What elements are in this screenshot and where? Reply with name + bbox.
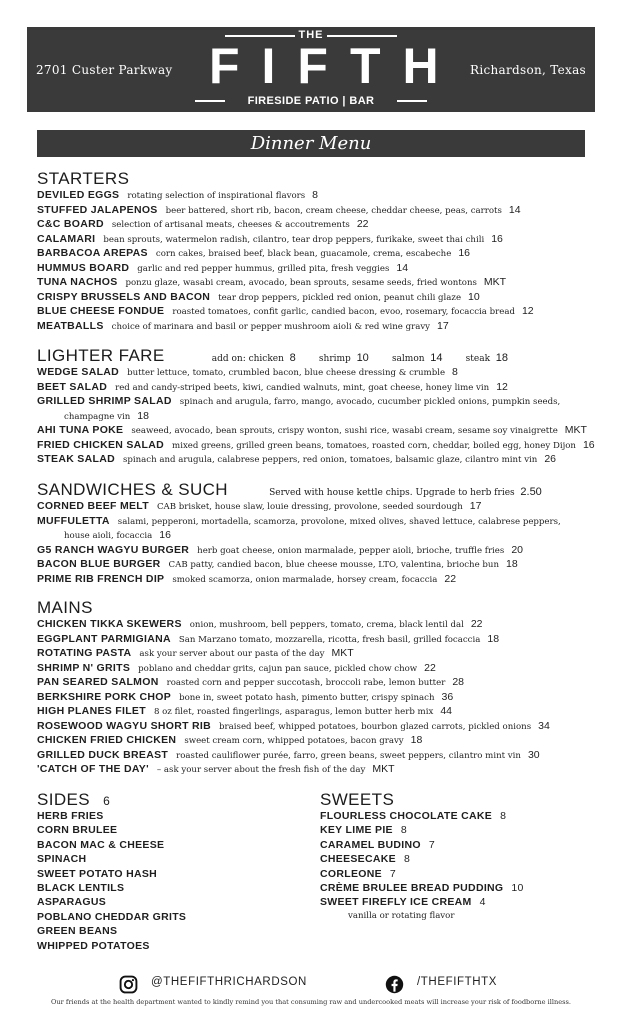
sweet-item: [320, 838, 524, 852]
item-description: poblano and cheddar grits, cajun pan sauce, pickled chow chow: [138, 663, 418, 674]
side-item: HERB FRIES: [37, 810, 104, 822]
item-name: HIGH PLANES FILET: [37, 705, 146, 717]
dinner-menu-banner: Dinner Menu: [37, 130, 585, 157]
starters-heading: STARTERS: [37, 169, 130, 188]
menu-item: [37, 573, 612, 587]
item-name: GRILLED DUCK BREAST: [37, 748, 169, 761]
side-item: SWEET POTATO HASH: [37, 867, 158, 880]
side-item: CORN BRULEE: [37, 824, 118, 837]
item-name: PAN SEARED SALMON: [37, 676, 159, 688]
item-price: MKT: [331, 647, 354, 659]
item-name: CHICKEN FRIED CHICKEN: [37, 734, 177, 746]
menu-item: [37, 453, 612, 467]
item-price: 16: [582, 438, 595, 451]
menu-item: [37, 189, 612, 203]
sweet-name: SWEET FIREFLY ICE CREAM: [320, 896, 472, 909]
item-description: spinach and arugula, farro, mango, avocado, cucumber pickled onions, pumpkin seeds,: [179, 397, 561, 407]
item-name: SHRIMP N' GRITS: [37, 661, 131, 674]
item-name: MUFFULETTA: [37, 514, 110, 527]
item-description: smoked scamorza, onion marmalade, horsey cream, focaccia: [172, 574, 438, 585]
item-name: TUNA NACHOS: [37, 276, 118, 288]
lighter-title: LIGHTER FARE: [37, 346, 165, 365]
item-price: 36: [441, 690, 454, 703]
menu-item: [37, 424, 612, 438]
item-description: rotating selection of inspirational flavors: [127, 191, 306, 201]
item-description: spinach and arugula, calabrese peppers, red onion, tomatoes, balsamic glaze, cilantro mint vin: [122, 455, 538, 465]
item-price: 14: [508, 203, 521, 216]
menu-item: [37, 395, 612, 409]
item-price: 16: [491, 232, 503, 245]
sides-price: 6: [103, 794, 110, 808]
side-item: POBLANO CHEDDAR GRITS: [37, 910, 187, 923]
sweet-price: 7: [389, 867, 397, 880]
menu-item: [37, 720, 612, 734]
sweet-name: CHEESECAKE: [320, 853, 396, 866]
item-price: 20: [511, 543, 523, 556]
item-description-continued: [64, 529, 171, 543]
item-description: – ask your server about the fresh fish of the day: [156, 765, 366, 775]
item-price: 10: [468, 290, 480, 303]
sweets-note: vanilla or rotating flavor: [348, 911, 455, 921]
item-description: garlic and red pepper hummus, grilled pita, fresh veggies: [137, 263, 390, 274]
city: Richardson, Texas: [470, 63, 586, 77]
item-name: BACON BLUE BURGER: [37, 558, 161, 570]
item-price: 8: [312, 189, 319, 201]
item-description: tear drop peppers, pickled red onion, peanut chili glaze: [218, 292, 462, 303]
menu-item: [37, 515, 612, 529]
item-price: 8: [452, 366, 458, 378]
item-name: AHI TUNA POKE: [37, 424, 124, 436]
sweet-item: [320, 881, 524, 895]
item-price: 18: [137, 409, 149, 422]
instagram-handle[interactable]: @THEFIFTHRICHARDSON: [151, 976, 307, 988]
logo-the: THE: [298, 29, 324, 41]
item-description: mixed greens, grilled green beans, tomatoes, roasted corn, cheddar, boiled egg, honey Dijon: [172, 440, 576, 451]
side-item: WHIPPED POTATOES: [37, 939, 150, 952]
item-name: CRISPY BRUSSELS AND BACON: [37, 290, 211, 303]
menu-item: [37, 749, 612, 763]
addon-steak: steak 18: [465, 352, 509, 364]
menu-item: [37, 558, 612, 572]
sides-title: SIDES: [37, 790, 91, 809]
item-description: ask your server about our pasta of the day: [139, 649, 325, 659]
item-description: San Marzano tomato, mozzarella, ricotta, fresh basil, grilled focaccia: [178, 634, 481, 645]
addon-salmon: salmon 14: [391, 352, 443, 364]
menu-item: [37, 262, 612, 276]
instagram-icon[interactable]: [119, 975, 138, 994]
sweet-price: 8: [400, 824, 407, 837]
menu-item: [37, 544, 612, 558]
item-description: beer battered, short rib, bacon, cream cheese, cheddar cheese, peas, carrots: [165, 205, 502, 216]
item-description: roasted tomatoes, confit garlic, candied bacon, evoo, rosemary, focaccia bread: [172, 307, 515, 317]
menu-item: [37, 647, 612, 661]
item-price: MKT: [564, 424, 587, 436]
item-price: 28: [452, 676, 465, 688]
item-name: EGGPLANT PARMIGIANA: [37, 632, 171, 645]
menu-item: [37, 247, 612, 261]
item-price: 18: [410, 734, 423, 746]
sweet-price: 10: [511, 882, 524, 895]
item-name: HUMMUS BOARD: [37, 261, 130, 274]
sandwiches-heading: [37, 480, 542, 500]
sandwiches-note: Served with house kettle chips. Upgrade to herb fries 2.50: [269, 486, 542, 498]
item-description-cont: champagne vin: [64, 411, 131, 422]
item-price: 22: [444, 572, 457, 585]
address: 2701 Custer Parkway: [36, 63, 173, 77]
item-description: selection of artisanal meats, cheeses & accoutrements: [111, 220, 350, 230]
item-name: DEVILED EGGS: [37, 189, 120, 201]
menu-item: [37, 366, 612, 380]
item-name: 'CATCH OF THE DAY': [37, 763, 149, 775]
menu-item: [37, 305, 612, 319]
facebook-icon[interactable]: [385, 975, 404, 994]
logo-subtitle: FIRESIDE PATIO | BAR: [247, 95, 375, 107]
logo-fifth: FIFTH: [209, 38, 461, 94]
item-price: 16: [458, 247, 470, 259]
mains-heading: MAINS: [37, 598, 93, 617]
item-description: CAB patty, candied bacon, blue cheese mousse, LTO, valentina, brioche bun: [168, 560, 499, 570]
sweet-item: [320, 809, 524, 823]
item-description: 8 oz filet, roasted fingerlings, asparagus, lemon butter herb mix: [153, 707, 434, 717]
item-description: ponzu glaze, wasabi cream, avocado, bean sprouts, sesame seeds, fried wontons: [125, 278, 477, 288]
item-name: WEDGE SALAD: [37, 366, 120, 378]
item-description: roasted corn and pepper succotash, broccoli rabe, lemon butter: [166, 678, 446, 688]
item-description: seaweed, avocado, bean sprouts, crispy wonton, sushi rice, wasabi cream, sesame soy vinaigrette: [131, 426, 558, 436]
sweet-name: CARAMEL BUDINO: [320, 838, 421, 851]
item-name: BARBACOA AREPAS: [37, 247, 148, 259]
item-price: 30: [527, 748, 540, 761]
item-price: 22: [470, 618, 483, 630]
item-name: CORNED BEEF MELT: [37, 500, 149, 512]
item-name: STUFFED JALAPENOS: [37, 203, 158, 216]
side-item: BLACK LENTILS: [37, 882, 125, 895]
item-name: STEAK SALAD: [37, 453, 115, 465]
addon-shrimp: shrimp 10: [318, 352, 369, 364]
sweets-list: [320, 809, 524, 910]
item-price: 18: [505, 558, 518, 570]
item-description-continued: [64, 410, 149, 424]
facebook-handle[interactable]: /THEFIFTHTX: [417, 976, 498, 988]
sweet-price: 8: [403, 853, 411, 866]
sweet-item: [320, 823, 524, 837]
menu-item: [37, 439, 612, 453]
menu-item: [37, 676, 612, 690]
item-description: salami, pepperoni, mortadella, scamorza, provolone, mixed olives, shaved lettuce, calabrese peppers,: [117, 516, 561, 527]
sides-heading: [37, 790, 110, 810]
menu-item: [37, 763, 612, 777]
item-price: MKT: [372, 763, 395, 775]
item-name: BERKSHIRE PORK CHOP: [37, 690, 172, 703]
sweet-item: [320, 895, 524, 909]
item-name: ROSEWOOD WAGYU SHORT RIB: [37, 719, 212, 732]
item-description: onion, mushroom, bell peppers, tomato, crema, black lentil dal: [189, 620, 464, 630]
side-item: SPINACH: [37, 853, 87, 866]
lighter-heading: [37, 346, 508, 366]
item-name: GRILLED SHRIMP SALAD: [37, 395, 172, 407]
menu-item: [37, 276, 612, 290]
menu-item: [37, 218, 612, 232]
item-price: MKT: [483, 276, 507, 288]
item-price: 17: [437, 319, 449, 332]
item-name: C&C BOARD: [37, 218, 104, 230]
item-description: CAB brisket, house slaw, louie dressing, provolone, seeded sourdough: [156, 502, 463, 512]
item-price: 34: [538, 719, 550, 732]
item-description: choice of marinara and basil or pepper mushroom aioli & red wine gravy: [111, 321, 431, 332]
item-name: ROTATING PASTA: [37, 647, 132, 659]
item-name: PRIME RIB FRENCH DIP: [37, 572, 165, 585]
menu-item: [37, 618, 612, 632]
item-description: roasted cauliflower purée, farro, green beans, sweet peppers, cilantro mint vin: [176, 750, 521, 761]
menu-item: [37, 705, 612, 719]
sweet-name: CRÈME BRULEE BREAD PUDDING: [320, 882, 504, 895]
side-item: GREEN BEANS: [37, 925, 118, 938]
sweet-price: 7: [428, 838, 435, 851]
side-item: BACON MAC & CHEESE: [37, 838, 165, 851]
sweet-item: [320, 852, 524, 866]
item-price: 14: [396, 261, 409, 274]
menu-item: [37, 500, 612, 514]
item-price: 18: [487, 632, 500, 645]
item-price: 12: [496, 380, 508, 393]
item-name: CHICKEN TIKKA SKEWERS: [37, 618, 182, 630]
item-description: corn cakes, braised beef, black bean, guacamole, crema, escabeche: [155, 249, 452, 259]
item-description: butter lettuce, tomato, crumbled bacon, blue cheese dressing & crumble: [127, 368, 446, 378]
item-price: 26: [544, 453, 557, 465]
item-description: sweet cream corn, whipped potatoes, bacon gravy: [184, 736, 404, 746]
addon-chicken: add on: chicken 8: [211, 352, 296, 364]
health-disclaimer: Our friends at the health department wanted to kindly remind you that consuming raw and undercooked meats will increase your risk of foodborne illness.: [51, 998, 571, 1006]
item-price: 16: [159, 529, 171, 541]
menu-item: [37, 691, 612, 705]
sweet-name: KEY LIME PIE: [320, 824, 393, 837]
menu-item: [37, 320, 612, 334]
sweet-name: CORLEONE: [320, 867, 382, 880]
header-bar: [27, 27, 595, 112]
item-name: BEET SALAD: [37, 380, 108, 393]
sweet-name: FLOURLESS CHOCOLATE CAKE: [320, 810, 493, 822]
item-name: MEATBALLS: [37, 319, 104, 332]
item-name: BLUE CHEESE FONDUE: [37, 305, 165, 317]
item-name: FRIED CHICKEN SALAD: [37, 438, 165, 451]
item-price: 17: [469, 500, 482, 512]
sandwiches-title: SANDWICHES & SUCH: [37, 480, 228, 499]
menu-item: [37, 734, 612, 748]
item-price: 12: [521, 305, 534, 317]
item-name: G5 RANCH WAGYU BURGER: [37, 543, 190, 556]
sides-list: [37, 809, 186, 953]
menu-item: [37, 291, 612, 305]
menu-item: [37, 633, 612, 647]
logo: [187, 27, 461, 112]
item-description: braised beef, whipped potatoes, bourbon glazed carrots, pickled onions: [219, 721, 532, 732]
menu-item: [37, 381, 612, 395]
item-price: 44: [440, 705, 452, 717]
item-description-cont: house aioli, focaccia: [64, 531, 153, 541]
sweet-item: [320, 867, 524, 881]
item-description: herb goat cheese, onion marmalade, pepper aioli, brioche, truffle fries: [197, 545, 505, 556]
item-description: bone in, sweet potato hash, pimento butter, crispy spinach: [179, 692, 435, 703]
menu-item: [37, 662, 612, 676]
side-item: ASPARAGUS: [37, 896, 107, 909]
sweet-price: 4: [479, 896, 486, 909]
item-description: bean sprouts, watermelon radish, cilantro, tear drop peppers, furikake, sweet thai chili: [103, 234, 485, 245]
menu-item: [37, 233, 612, 247]
item-name: CALAMARI: [37, 232, 96, 245]
sweet-price: 8: [500, 810, 507, 822]
menu-item: [37, 204, 612, 218]
sweets-heading: SWEETS: [320, 790, 395, 809]
item-price: 22: [356, 218, 369, 230]
item-price: 22: [424, 661, 436, 674]
item-description: red and candy-striped beets, kiwi, candied walnuts, mint, goat cheese, honey lime vin: [115, 382, 490, 393]
